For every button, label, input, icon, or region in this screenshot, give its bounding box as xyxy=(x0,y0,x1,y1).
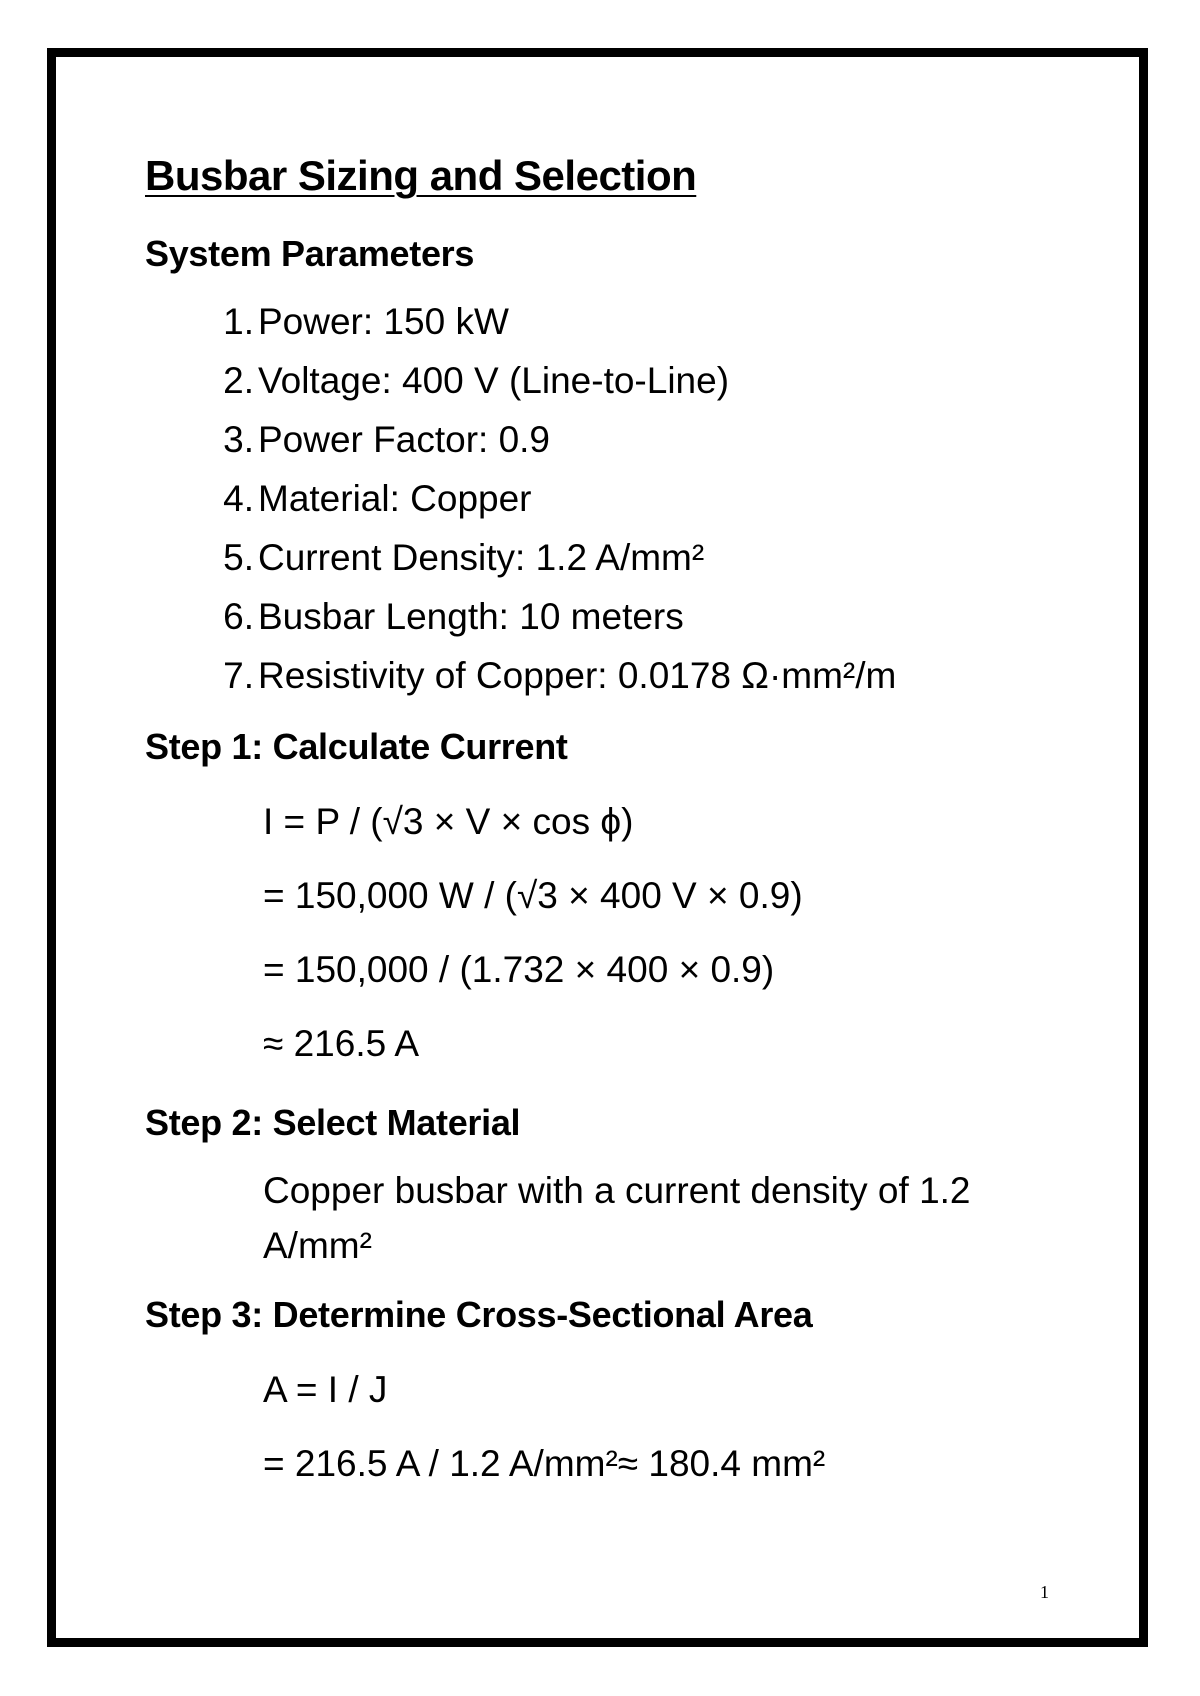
list-item-number: 3. xyxy=(223,419,254,460)
list-item-number: 7. xyxy=(223,655,254,696)
step2-heading: Step 2: Select Material xyxy=(145,1102,521,1143)
list-item-number: 4. xyxy=(223,478,254,519)
list-item-text: Power Factor: 0.9 xyxy=(258,419,551,460)
list-item xyxy=(145,410,1105,469)
formula-line: = 216.5 A / 1.2 A/mm²≈ 180.4 mm² xyxy=(263,1443,826,1484)
page-number: 1 xyxy=(1040,1582,1049,1602)
list-item-text: Current Density: 1.2 A/mm² xyxy=(258,537,705,578)
formula-line: I = P / (√3 × V × cos ϕ) xyxy=(263,801,634,842)
step1-heading: Step 1: Calculate Current xyxy=(145,726,568,767)
system-parameters-heading: System Parameters xyxy=(145,233,475,274)
parameter-list xyxy=(145,292,1105,705)
list-item xyxy=(145,646,1105,705)
list-item-text: Resistivity of Copper: 0.0178 Ω·mm²/m xyxy=(258,655,897,696)
list-item-text: Voltage: 400 V (Line-to-Line) xyxy=(258,360,730,401)
list-item-number: 6. xyxy=(223,596,254,637)
formula-line: A = I / J xyxy=(263,1369,388,1410)
list-item-number: 5. xyxy=(223,537,254,578)
step3-heading: Step 3: Determine Cross-Sectional Area xyxy=(145,1294,813,1335)
step2-text: Copper busbar with a current density of 1.2 A/mm² xyxy=(263,1170,971,1266)
formula-line: ≈ 216.5 A xyxy=(263,1023,420,1064)
list-item xyxy=(145,528,1105,587)
document-title: Busbar Sizing and Selection xyxy=(145,152,697,199)
formula-line: = 150,000 / (1.732 × 400 × 0.9) xyxy=(263,949,775,990)
list-item xyxy=(145,469,1105,528)
list-item xyxy=(145,351,1105,410)
list-item-text: Material: Copper xyxy=(258,478,532,519)
step3-formula-block xyxy=(263,1353,1105,1501)
document-content xyxy=(145,148,1105,1501)
list-item-text: Power: 150 kW xyxy=(258,301,509,342)
list-item-number: 2. xyxy=(223,360,254,401)
list-item-number: 1. xyxy=(223,301,254,342)
list-item-text: Busbar Length: 10 meters xyxy=(258,596,684,637)
list-item xyxy=(145,587,1105,646)
step1-formula-block xyxy=(263,785,1105,1081)
formula-line: = 150,000 W / (√3 × 400 V × 0.9) xyxy=(263,875,803,916)
list-item xyxy=(145,292,1105,351)
